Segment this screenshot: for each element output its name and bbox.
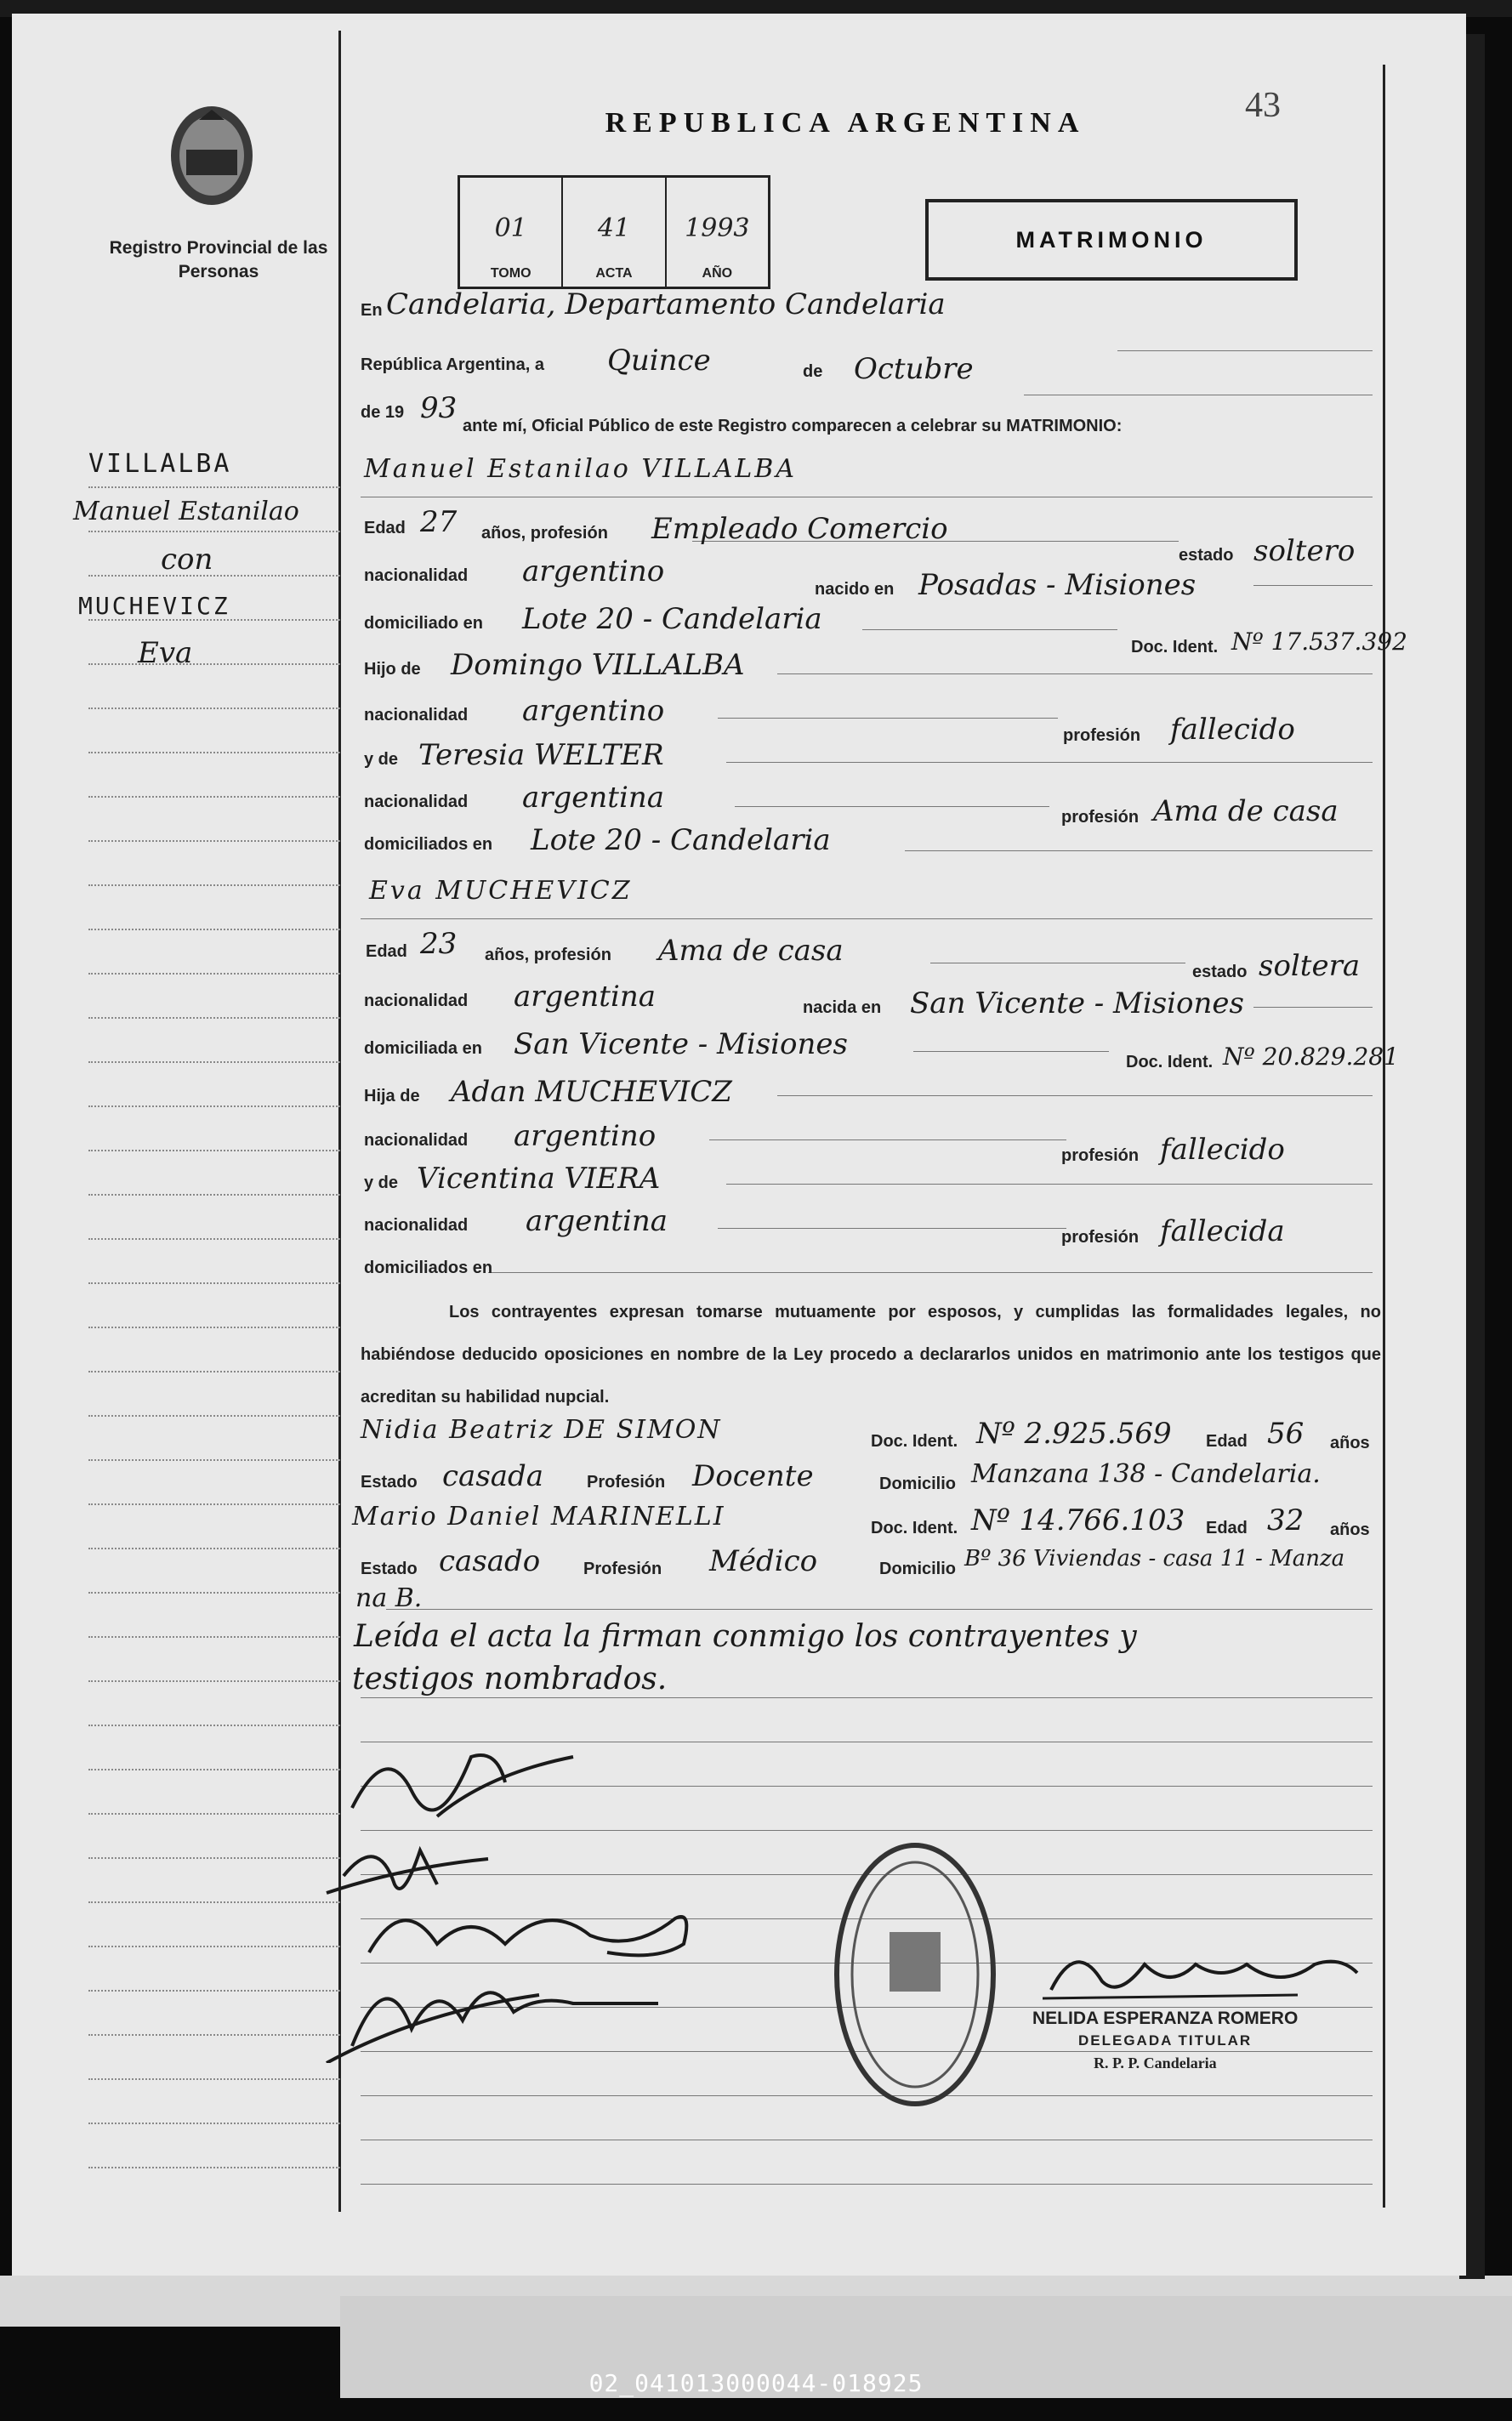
- bride-padre-prof: fallecido: [1160, 1133, 1285, 1167]
- witness1-edad-label: Edad: [1206, 1432, 1248, 1451]
- acta-label: ACTA: [595, 266, 633, 281]
- form-line: [709, 1139, 1066, 1140]
- groom-padre-prof-label: profesión: [1063, 726, 1141, 745]
- bride-padre: Adan MUCHEVICZ: [451, 1075, 732, 1109]
- closing-line-1: Leída el acta la firman conmigo los contrayentes y: [354, 1619, 1137, 1654]
- signature-official: [1043, 1930, 1366, 2007]
- bride-dom-label: domiciliada en: [364, 1039, 482, 1058]
- witness1-doc: Nº 2.925.569: [976, 1417, 1172, 1451]
- image-caption: 02_041013000044-018925: [588, 2369, 924, 2397]
- bride-madre-nac-label: nacionalidad: [364, 1216, 469, 1235]
- margin-line: [88, 1150, 340, 1152]
- bride-doc-label: Doc. Ident.: [1126, 1053, 1214, 1071]
- witness1-name: Nidia Beatriz DE SIMON: [361, 1415, 722, 1445]
- groom-edad: 27: [420, 505, 458, 539]
- witness2-doc-label: Doc. Ident.: [871, 1519, 958, 1537]
- margin-line: [88, 531, 340, 533]
- margin-line: [88, 1769, 340, 1771]
- margin-given-bride: Eva: [138, 636, 193, 670]
- margin-line: [88, 2078, 340, 2081]
- margin-line: [88, 796, 340, 798]
- tomo-cell: [460, 178, 563, 287]
- witness2-anios-label: años: [1330, 1520, 1370, 1539]
- groom-nac-label: nacionalidad: [364, 566, 469, 585]
- margin-line: [88, 1990, 340, 1992]
- groom-padre-nac: argentino: [522, 694, 665, 728]
- form-line: [726, 1184, 1373, 1185]
- form-line: [862, 629, 1117, 630]
- margin-line: [88, 2167, 340, 2169]
- margin-line: [88, 663, 340, 666]
- margin-line: [88, 2034, 340, 2037]
- margin-line: [88, 1592, 340, 1594]
- form-line: [777, 1095, 1373, 1096]
- witness2-domicilio: Bº 36 Viviendas - casa 11 - Manza: [964, 1546, 1345, 1571]
- dia-value: Quince: [607, 344, 711, 378]
- de-label: de: [803, 362, 823, 381]
- page-title: REPUBLICA ARGENTINA: [605, 107, 1086, 139]
- margin-surname-groom: VILLALBA: [88, 449, 232, 479]
- form-line: [1253, 1007, 1373, 1008]
- margin-line: [88, 973, 340, 975]
- bride-padres-dom-label: domiciliados en: [364, 1259, 493, 1277]
- margin-line: [88, 1459, 340, 1462]
- declaration-text: Los contrayentes expresan tomarse mutuamente por esposos, y cumplidas las formalidades legales, no habiéndose deducido oposiciones en nombre de la Ley procedo a declararlos unidos en matrimonio ante los testigos que acreditan su habilidad nupcial.: [361, 1303, 1381, 1407]
- margin-surname-bride: MUCHEVICZ: [78, 592, 230, 620]
- groom-domicilio: Lote 20 - Candelaria: [522, 602, 822, 636]
- registry-box: [458, 175, 770, 289]
- bride-madre-prof-label: profesión: [1061, 1228, 1140, 1247]
- margin-line: [88, 1813, 340, 1816]
- bride-doc: Nº 20.829.281: [1223, 1043, 1399, 1071]
- bride-profesion: Ama de casa: [658, 934, 844, 968]
- groom-madre-nac: argentina: [522, 781, 665, 815]
- official-role: DELEGADA TITULAR: [1078, 2032, 1253, 2049]
- witness2-edad-label: Edad: [1206, 1519, 1248, 1537]
- groom-yde-label: y de: [364, 750, 399, 769]
- margin-line: [88, 1415, 340, 1418]
- en-label: En: [361, 301, 383, 320]
- margin-line: [88, 1017, 340, 1020]
- form-line: [361, 918, 1373, 919]
- witness2-dom-label: Domicilio: [879, 1560, 957, 1578]
- groom-estado-label: estado: [1179, 546, 1234, 565]
- tomo-value: 01: [494, 213, 527, 243]
- closing-line-2: testigos nombrados.: [352, 1662, 668, 1696]
- republica-label: República Argentina, a: [361, 355, 544, 374]
- margin-line: [88, 840, 340, 843]
- bride-estado-label: estado: [1192, 963, 1248, 981]
- margin-line: [88, 1946, 340, 1948]
- margin-line: [88, 1680, 340, 1683]
- witness1-domicilio: Manzana 138 - Candelaria.: [971, 1459, 1321, 1489]
- bride-nacionalidad: argentina: [514, 980, 657, 1014]
- margin-line: [88, 1636, 340, 1639]
- margin-line: [88, 884, 340, 887]
- signature-witness-2: [318, 1944, 675, 2063]
- form-line: [726, 762, 1373, 763]
- form-line: [361, 2184, 1373, 2185]
- groom-nacido-label: nacido en: [815, 580, 895, 599]
- witness2-domicilio-cont: na B.: [355, 1583, 423, 1613]
- bride-nacida-en: San Vicente - Misiones: [910, 986, 1244, 1020]
- witness1-profesion: Docente: [692, 1459, 814, 1493]
- groom-madre-nac-label: nacionalidad: [364, 793, 469, 811]
- bride-madre-nac: argentina: [526, 1204, 668, 1238]
- margin-line: [88, 486, 340, 489]
- anio-value: 1993: [685, 213, 750, 243]
- anio-label: AÑO: [702, 266, 733, 281]
- witness1-edad: 56: [1267, 1417, 1305, 1451]
- bride-padre-nac: argentino: [514, 1119, 657, 1153]
- witness1-anios-label: años: [1330, 1434, 1370, 1452]
- groom-madre-prof-label: profesión: [1061, 808, 1140, 827]
- groom-edad-label: Edad: [364, 519, 406, 537]
- year-prefix: de 19: [361, 403, 405, 422]
- form-line: [1253, 585, 1373, 586]
- register-page: [12, 14, 1466, 2276]
- form-line: [913, 1051, 1109, 1052]
- official-office: R. P. P. Candelaria: [1094, 2054, 1217, 2071]
- groom-padres-dom: Lote 20 - Candelaria: [531, 823, 831, 857]
- form-line: [905, 850, 1373, 851]
- groom-nacido-en: Posadas - Misiones: [918, 568, 1197, 602]
- bride-edad: 23: [420, 927, 458, 961]
- groom-hijo-label: Hijo de: [364, 660, 421, 679]
- witness2-profesion: Médico: [709, 1544, 818, 1578]
- bride-profesion-label: años, profesión: [485, 946, 611, 964]
- bride-hija-label: Hija de: [364, 1087, 420, 1105]
- witness1-estado: casada: [442, 1459, 544, 1493]
- form-line: [488, 1272, 1373, 1273]
- acta-value: 41: [597, 213, 631, 243]
- bride-nacida-label: nacida en: [803, 998, 882, 1017]
- groom-padre: Domingo VILLALBA: [451, 648, 745, 682]
- groom-name: Manuel Estanilao VILLALBA: [364, 454, 798, 484]
- agency-name: Registro Provincial de las Personas: [109, 238, 328, 281]
- bride-edad-label: Edad: [366, 942, 407, 961]
- witness1-dom-label: Domicilio: [879, 1475, 957, 1493]
- margin-line: [88, 752, 340, 754]
- groom-dom-label: domiciliado en: [364, 614, 484, 633]
- form-line: [718, 718, 1058, 719]
- margin-line: [88, 575, 340, 577]
- groom-doc: Nº 17.537.392: [1231, 628, 1407, 656]
- witness2-prof-label: Profesión: [583, 1560, 662, 1578]
- act-type-box: MATRIMONIO: [925, 199, 1298, 281]
- margin-line: [88, 1327, 340, 1329]
- bride-madre: Vicentina VIERA: [417, 1162, 661, 1196]
- bride-domicilio: San Vicente - Misiones: [514, 1027, 848, 1061]
- margin-line: [88, 1503, 340, 1506]
- witness1-estado-label: Estado: [361, 1473, 418, 1492]
- margin-line: [88, 1901, 340, 1904]
- groom-padre-prof: fallecido: [1170, 713, 1295, 747]
- groom-nacionalidad: argentino: [522, 554, 665, 588]
- margin-line: [88, 1371, 340, 1373]
- comparecen-text: ante mí, Oficial Público de este Registro comparecen a celebrar su MATRIMONIO:: [463, 417, 1123, 435]
- acta-cell: [563, 178, 666, 287]
- mes-value: Octubre: [854, 352, 974, 386]
- lugar-value: Candelaria, Departamento Candelaria: [386, 287, 946, 321]
- witness1-doc-label: Doc. Ident.: [871, 1432, 958, 1451]
- groom-madre: Teresia WELTER: [418, 738, 664, 772]
- groom-madre-prof: Ama de casa: [1153, 794, 1339, 828]
- margin-line: [88, 1238, 340, 1241]
- official-seal-stamp: [830, 1838, 1000, 2111]
- groom-profesion: Empleado Comercio: [651, 512, 948, 546]
- margin-given-groom: Manuel Estanilao: [73, 497, 299, 526]
- margin-line: [88, 929, 340, 931]
- margin-line: [88, 1548, 340, 1550]
- form-line: [735, 806, 1049, 807]
- right-border: [1383, 65, 1385, 2208]
- witness2-edad: 32: [1267, 1503, 1305, 1537]
- margin-line: [88, 619, 340, 622]
- margin-line: [88, 708, 340, 710]
- anio-cell: [667, 178, 768, 287]
- groom-padre-nac-label: nacionalidad: [364, 706, 469, 725]
- groom-padres-dom-label: domiciliados en: [364, 835, 493, 854]
- form-line: [361, 1697, 1373, 1698]
- form-line: [777, 673, 1373, 674]
- coat-of-arms-icon: [165, 103, 259, 213]
- margin-line: [88, 1725, 340, 1727]
- bride-madre-prof: fallecida: [1160, 1214, 1285, 1248]
- year-value: 93: [420, 391, 458, 425]
- groom-profesion-label: años, profesión: [481, 524, 608, 543]
- witness1-prof-label: Profesión: [587, 1473, 666, 1492]
- groom-doc-label: Doc. Ident.: [1131, 638, 1219, 656]
- page-number: 43: [1245, 86, 1281, 125]
- margin-line: [88, 2123, 340, 2125]
- margin-line: [88, 1282, 340, 1285]
- bride-nac-label: nacionalidad: [364, 992, 469, 1010]
- margin-line: [88, 1857, 340, 1860]
- form-line: [718, 1228, 1066, 1229]
- margin-line: [88, 1061, 340, 1064]
- witness2-estado: casado: [439, 1544, 541, 1578]
- margin-con: con: [161, 543, 213, 577]
- witness2-name: Mario Daniel MARINELLI: [352, 1502, 725, 1532]
- margin-line: [88, 1194, 340, 1196]
- official-name: NELIDA ESPERANZA ROMERO: [1032, 2009, 1299, 2028]
- bride-padre-prof-label: profesión: [1061, 1146, 1140, 1165]
- tomo-label: TOMO: [490, 266, 531, 281]
- bride-name: Eva MUCHEVICZ: [369, 876, 633, 906]
- form-line: [386, 1609, 1373, 1610]
- bride-padre-nac-label: nacionalidad: [364, 1131, 469, 1150]
- form-line: [1117, 350, 1373, 351]
- bride-estado: soltera: [1259, 949, 1361, 983]
- groom-estado: soltero: [1253, 534, 1356, 568]
- witness2-estado-label: Estado: [361, 1560, 418, 1578]
- bride-yde-label: y de: [364, 1174, 399, 1192]
- witness2-doc: Nº 14.766.103: [971, 1503, 1185, 1537]
- margin-line: [88, 1105, 340, 1108]
